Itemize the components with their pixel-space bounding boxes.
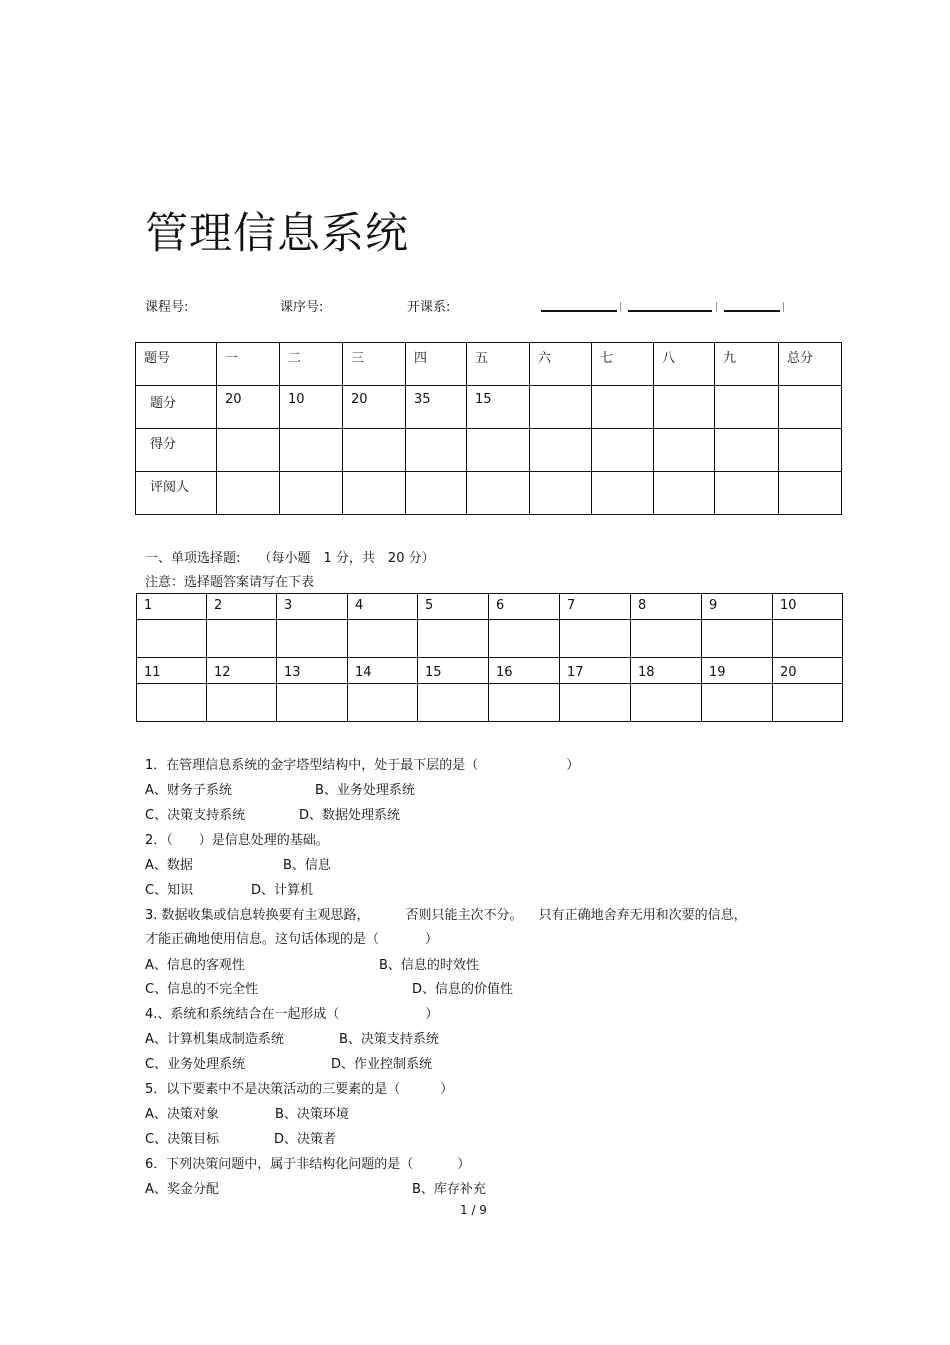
page-number: 1 / 9	[460, 1203, 487, 1217]
answer-cell[interactable]	[207, 620, 277, 658]
question-number: 7	[560, 594, 631, 620]
answer-cell[interactable]	[631, 620, 702, 658]
table-row	[137, 594, 843, 620]
paren-close: ）	[425, 1007, 439, 1022]
table-cell[interactable]	[343, 429, 406, 472]
option-b: B、库存补充	[412, 1182, 486, 1197]
answer-cell[interactable]	[489, 684, 560, 722]
question-number: 16	[489, 658, 560, 684]
department-label: 开课系:	[407, 300, 451, 315]
question-stem	[145, 1153, 470, 1172]
header-cell: 九	[715, 343, 779, 386]
question-number: 3	[277, 594, 348, 620]
option-c: C、决策支持系统	[145, 808, 246, 823]
answer-cell[interactable]	[702, 620, 773, 658]
header-cell: 题号	[136, 343, 217, 386]
header-cell: 五	[467, 343, 530, 386]
header-cell: 七	[592, 343, 654, 386]
table-cell[interactable]	[530, 386, 592, 429]
divider	[716, 302, 717, 312]
option-c: C、业务处理系统	[145, 1057, 246, 1072]
question-text: 4.、系统和系统结合在一起形成（	[145, 1007, 340, 1022]
question-number: 20	[773, 658, 843, 684]
table-cell[interactable]	[654, 429, 715, 472]
option-d: D、作业控制系统	[331, 1057, 433, 1072]
question-number: 18	[631, 658, 702, 684]
table-cell[interactable]	[715, 472, 779, 515]
table-cell[interactable]	[592, 386, 654, 429]
question-number: 8	[631, 594, 702, 620]
question-number: 10	[773, 594, 843, 620]
blank-line	[724, 296, 780, 312]
paren-close: ）	[425, 932, 439, 947]
question-stem-continued	[145, 928, 438, 947]
question-stem	[145, 1003, 438, 1022]
question-number: 17	[560, 658, 631, 684]
question-text: 5．以下要素中不是决策活动的三要素的是（	[145, 1082, 401, 1097]
question-number: 4	[348, 594, 418, 620]
question-text: 才能正确地使用信息。这句话体现的是（	[145, 932, 380, 947]
table-cell[interactable]	[779, 386, 842, 429]
table-row	[136, 343, 842, 386]
option-c: C、信息的不完全性	[145, 982, 259, 997]
answer-cell[interactable]	[560, 620, 631, 658]
answer-cell[interactable]	[560, 684, 631, 722]
divider	[783, 302, 784, 312]
answer-cell[interactable]	[418, 620, 489, 658]
question-number: 12	[207, 658, 277, 684]
table-cell[interactable]	[280, 429, 343, 472]
table-cell[interactable]	[467, 429, 530, 472]
row-header: 题分	[136, 386, 217, 429]
table-cell: 15	[467, 386, 530, 429]
question-stem	[145, 1078, 453, 1097]
table-cell[interactable]	[654, 386, 715, 429]
question-text: 6．下列决策问题中，属于非结构化问题的是（	[145, 1157, 414, 1172]
table-cell[interactable]	[592, 429, 654, 472]
table-cell: 20	[217, 386, 280, 429]
answer-cell[interactable]	[702, 684, 773, 722]
table-cell[interactable]	[467, 472, 530, 515]
answer-cell[interactable]	[773, 620, 843, 658]
table-row	[136, 472, 842, 515]
paren-close: ）	[440, 1082, 454, 1097]
section-points: （每小题 1 分，共 20 分）	[258, 551, 435, 566]
header-cell: 六	[530, 343, 592, 386]
paren-close: ）	[566, 758, 580, 773]
question-number: 15	[418, 658, 489, 684]
table-cell: 20	[343, 386, 406, 429]
answer-cell[interactable]	[277, 620, 348, 658]
answer-cell[interactable]	[773, 684, 843, 722]
table-cell[interactable]	[530, 429, 592, 472]
table-cell[interactable]	[280, 472, 343, 515]
question-text: 1．在管理信息系统的金字塔型结构中，处于最下层的是（	[145, 758, 479, 773]
blank-line	[541, 296, 617, 312]
option-b: B、业务处理系统	[315, 783, 415, 798]
answer-cell[interactable]	[418, 684, 489, 722]
header-cell: 四	[406, 343, 467, 386]
answer-cell[interactable]	[137, 620, 207, 658]
course-number-label: 课程号:	[145, 300, 189, 315]
table-cell[interactable]	[343, 472, 406, 515]
question-number: 14	[348, 658, 418, 684]
question-number: 2	[207, 594, 277, 620]
table-cell[interactable]	[406, 429, 467, 472]
option-d: D、数据处理系统	[299, 808, 401, 823]
option-a: A、财务子系统	[145, 783, 232, 798]
table-cell[interactable]	[715, 386, 779, 429]
answer-cell[interactable]	[348, 684, 418, 722]
option-b: B、信息	[283, 858, 331, 873]
row-header: 评阅人	[136, 472, 217, 515]
table-row	[137, 658, 843, 684]
question-stem	[145, 754, 579, 773]
option-d: D、决策者	[274, 1132, 337, 1147]
table-cell[interactable]	[779, 429, 842, 472]
question-number: 11	[137, 658, 207, 684]
header-cell: 八	[654, 343, 715, 386]
answer-cell[interactable]	[489, 620, 560, 658]
table-cell[interactable]	[715, 429, 779, 472]
question-number: 19	[702, 658, 773, 684]
question-text: 3. 数据收集或信息转换要有主观思路，	[145, 908, 370, 923]
row-header: 得分	[136, 429, 217, 472]
score-table	[135, 342, 842, 515]
option-a: A、数据	[145, 858, 193, 873]
header-cell: 二	[280, 343, 343, 386]
table-row	[137, 684, 843, 722]
answer-cell[interactable]	[631, 684, 702, 722]
option-d: D、信息的价值性	[412, 982, 514, 997]
question-stem	[145, 904, 747, 923]
option-d: D、计算机	[251, 883, 314, 898]
page-title: 管理信息系统	[145, 209, 409, 259]
option-a: A、计算机集成制造系统	[145, 1032, 284, 1047]
section-heading	[145, 547, 435, 566]
option-c: C、决策目标	[145, 1132, 220, 1147]
question-stem: 2．（ ）是信息处理的基础。	[145, 833, 329, 848]
table-cell[interactable]	[654, 472, 715, 515]
table-cell[interactable]	[530, 472, 592, 515]
class-number-label: 课序号:	[280, 300, 324, 315]
paren-close: ）	[457, 1157, 471, 1172]
option-b: B、决策支持系统	[339, 1032, 439, 1047]
header-cell: 三	[343, 343, 406, 386]
section-title: 一、单项选择题:	[145, 551, 241, 566]
question-number: 9	[702, 594, 773, 620]
option-b: B、信息的时效性	[379, 958, 479, 973]
header-cell: 总分	[779, 343, 842, 386]
question-number: 5	[418, 594, 489, 620]
table-row	[136, 386, 842, 429]
divider	[620, 302, 621, 312]
table-cell[interactable]	[592, 472, 654, 515]
table-cell[interactable]	[217, 429, 280, 472]
question-text: 只有正确地舍弃无用和次要的信息，	[538, 908, 747, 923]
answer-cell[interactable]	[207, 684, 277, 722]
table-cell: 35	[406, 386, 467, 429]
question-text: 否则只能主次不分。	[405, 908, 523, 923]
answer-cell[interactable]	[137, 684, 207, 722]
option-a: A、决策对象	[145, 1107, 219, 1122]
table-cell[interactable]	[217, 472, 280, 515]
table-cell: 10	[280, 386, 343, 429]
answer-cell[interactable]	[277, 684, 348, 722]
table-cell[interactable]	[779, 472, 842, 515]
header-cell: 一	[217, 343, 280, 386]
option-a: A、奖金分配	[145, 1182, 219, 1197]
question-number: 6	[489, 594, 560, 620]
section-note: 注意：选择题答案请写在下表	[145, 575, 315, 590]
table-row	[136, 429, 842, 472]
table-cell[interactable]	[406, 472, 467, 515]
option-b: B、决策环境	[275, 1107, 349, 1122]
option-a: A、信息的客观性	[145, 958, 245, 973]
option-c: C、知识	[145, 883, 194, 898]
blank-line	[628, 296, 712, 312]
table-row	[137, 620, 843, 658]
question-number: 1	[137, 594, 207, 620]
question-number: 13	[277, 658, 348, 684]
answer-table	[136, 593, 843, 722]
answer-cell[interactable]	[348, 620, 418, 658]
